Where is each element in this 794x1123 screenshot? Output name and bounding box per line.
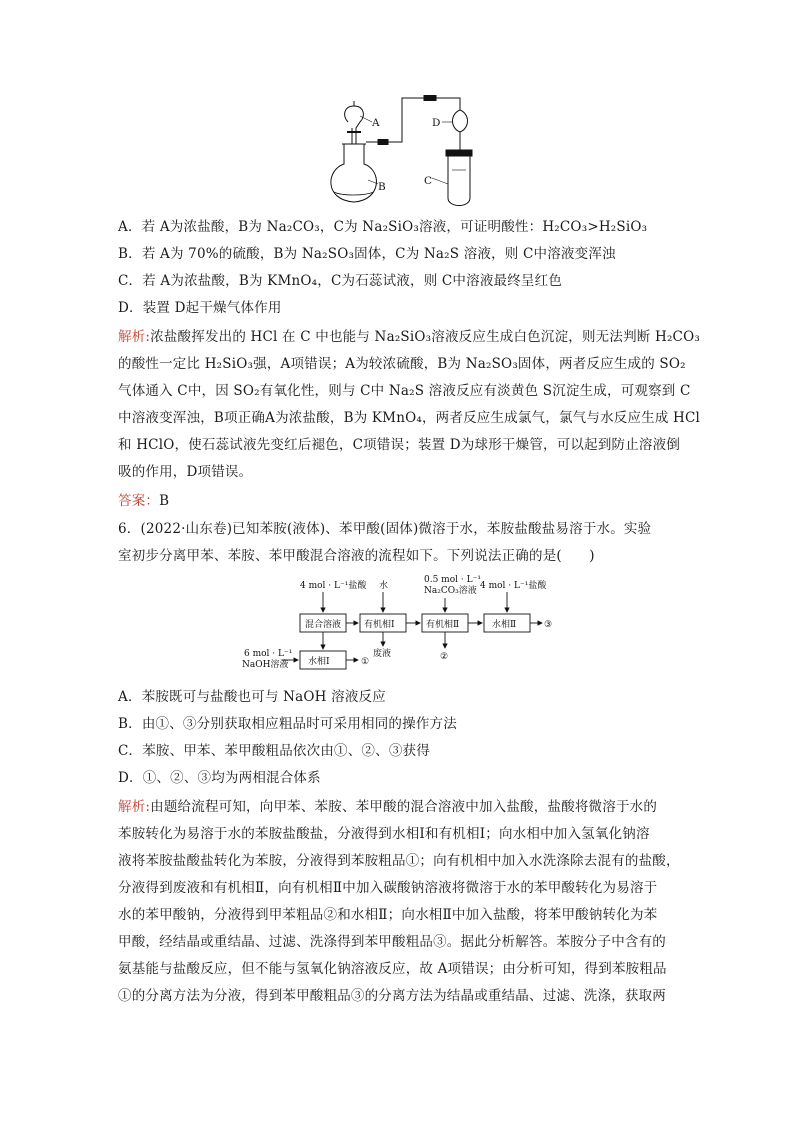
q6-option-d: D．①、②、③均为两相混合体系: [118, 770, 321, 786]
q5-option-d: D．装置 D起干燥气体作用: [118, 300, 282, 316]
q6-option-a: A．苯胺既可与盐酸也可与 NaOH 溶液反应: [118, 689, 386, 705]
box-label-mixed: 混合溶液: [305, 620, 342, 630]
q5-analysis-line-2: 的酸性一定比 H₂SiO₃强，A项错误；A为较浓硫酸，B为 Na₂SO₃固体，两者反应生成的 SO₂: [118, 356, 686, 372]
reagent-naoh-conc: 6 mol · L⁻¹: [244, 649, 293, 659]
q5-option-c: C．若 A为浓盐酸，B为 KMnO₄，C为石蕊试液，则 C中溶液最终呈红色: [118, 273, 563, 289]
flowchart-diagram: [240, 574, 560, 674]
product-2-label: ②: [440, 652, 449, 662]
q5-analysis-line-3: 气体通入 C中，因 SO₂有氧化性，则与 C中 Na₂S 溶液反应有淡黄色 S沉淀生成，可观察到 C: [118, 383, 691, 399]
label-b: B: [378, 181, 386, 193]
q6-analysis-label: 解析:: [118, 799, 151, 815]
label-d: D: [432, 117, 441, 129]
q5-option-a: A．若 A为浓盐酸，B为 Na₂CO₃，C为 Na₂SiO₃溶液，可证明酸性：H₂CO₃>H₂SiO₃: [118, 219, 648, 235]
apparatus-figure: [320, 92, 480, 210]
product-1-label: ①: [361, 657, 370, 667]
reagent-water: 水: [379, 581, 389, 591]
reagent-hcl-2: 4 mol · L⁻¹盐酸: [480, 581, 547, 591]
q6-analysis-line-6: 甲酸，经结晶或重结晶、过滤、洗涤得到苯甲酸粗品③。据此分析解答。苯胺分子中含有的: [118, 934, 666, 950]
q6-analysis-line-8: ①的分离方法为分液，得到苯甲酸粗品③的分离方法为结晶或重结晶、过滤、洗涤，获取两: [118, 988, 666, 1004]
box-label-organic-1: 有机相Ⅰ: [364, 620, 395, 630]
q6-analysis-line-1: 解析:由题给流程可知，向甲苯、苯胺、苯甲酸的混合溶液中加入盐酸，盐酸将微溶于水的: [118, 799, 658, 815]
reagent-na2co3: Na₂CO₃溶液: [424, 586, 477, 596]
q6-stem-line-1: 6．(2022·山东卷)已知苯胺(液体)、苯甲酸(固体)微溶于水，苯胺盐酸盐易溶于水。实验: [118, 521, 652, 537]
box-label-aqueous-1: 水相Ⅰ: [308, 657, 330, 667]
q6-analysis-line-7: 氨基能与盐酸反应，但不能与氢氧化钠溶液反应，故 A项错误；由分析可知，得到苯胺粗品: [118, 961, 667, 977]
q5-answer-value: B: [159, 493, 170, 509]
q6-analysis-line-5: 水的苯甲酸钠，分液得到甲苯粗品②和水相Ⅱ；向水相Ⅱ中加入盐酸，将苯甲酸钠转化为苯: [118, 907, 658, 923]
q6-stem-line-2: 室初步分离甲苯、苯胺、苯甲酸混合溶液的流程如下。下列说法正确的是( ): [118, 548, 595, 564]
q5-answer: [118, 488, 678, 514]
box-label-organic-2: 有机相Ⅱ: [426, 620, 460, 630]
reagent-na2co3-conc: 0.5 mol · L⁻¹: [424, 575, 481, 585]
q5-analysis-line-4: 中溶液变浑浊，B项正确A为浓盐酸，B为 KMnO₄，两者反应生成氯气，氯气与水反应生成 HCl: [118, 410, 701, 426]
waste-label: 废液: [373, 649, 392, 659]
label-a: A: [372, 117, 380, 129]
reagent-naoh: NaOH溶液: [242, 660, 289, 670]
q5-analysis-line-1: 解析:浓盐酸挥发出的 HCl 在 C 中也能与 Na₂SiO₃溶液反应生成白色沉淀，则无法判断 H₂CO₃: [118, 329, 700, 345]
label-c: C: [424, 175, 433, 187]
separation-flowchart: [240, 574, 560, 674]
q6-analysis-line-2: 苯胺转化为易溶于水的苯胺盐酸盐，分液得到水相Ⅰ和有机相Ⅰ；向水相中加入氢氧化钠溶: [118, 826, 650, 842]
product-3-label: ③: [544, 620, 553, 630]
q5-analysis-line-6: 吸的作用，D项错误。: [118, 464, 253, 480]
q6-option-c: C．苯胺、甲苯、苯甲酸粗品依次由①、②、③获得: [118, 743, 430, 759]
q6-analysis-line-3: 液将苯胺盐酸盐转化为苯胺，分液得到苯胺粗品①；向有机相中加入水洗涤除去混有的盐酸，: [118, 853, 680, 869]
q5-option-b: B．若 A为 70%的硫酸，B为 Na₂SO₃固体，C为 Na₂S 溶液，则 C中溶液变浑浊: [118, 246, 616, 262]
q5-analysis-line-5: 和 HClO，使石蕊试液先变红后褪色，C项错误；装置 D为球形干燥管，可以起到防止溶液倒: [118, 437, 681, 453]
reagent-hcl-1: 4 mol · L⁻¹盐酸: [300, 581, 367, 591]
box-label-aqueous-2: 水相Ⅱ: [492, 620, 517, 630]
q5-analysis-label: 解析:: [118, 329, 151, 345]
q6-option-b: B．由①、③分别获取相应粗品时可采用相同的操作方法: [118, 716, 457, 732]
q6-analysis-line-4: 分液得到废液和有机相Ⅱ，向有机相Ⅱ中加入碳酸钠溶液将微溶于水的苯甲酸转化为易溶于: [118, 880, 658, 896]
q5-answer-label: 答案：: [118, 493, 160, 509]
apparatus-diagram: [320, 92, 480, 210]
